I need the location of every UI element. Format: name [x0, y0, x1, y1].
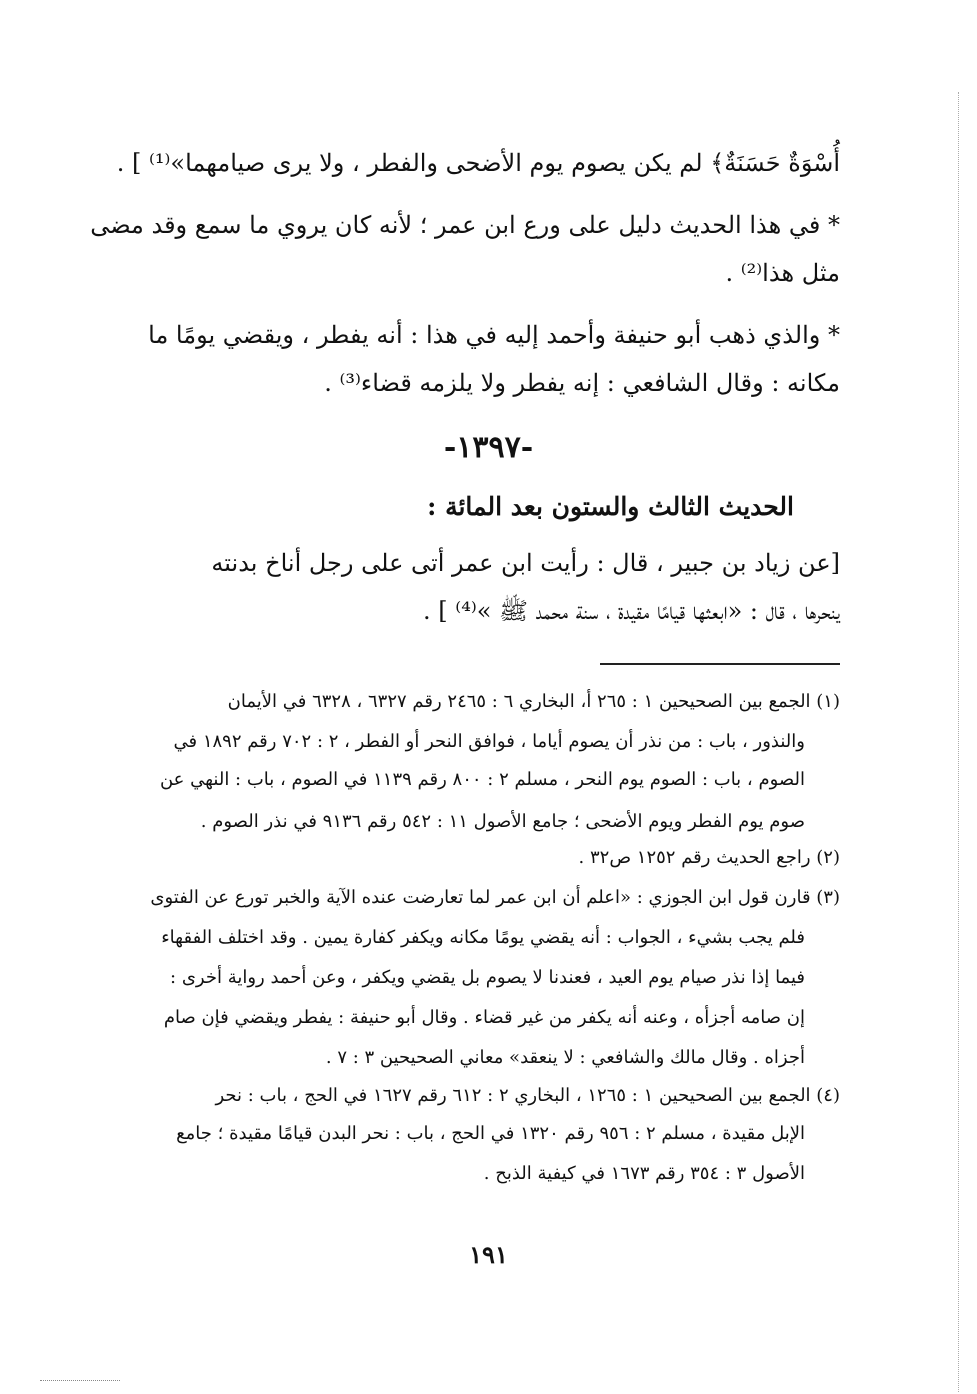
footnote-line: الإبل مقيدة ، مسلم ٢ : ٩٥٦ رقم ١٣٢٠ في الحج ، باب : نحر البدن قيامًا مقيدة ؛ جامع	[176, 1123, 805, 1144]
main-line-3: مثل هذا⁽²⁾ .	[725, 259, 840, 287]
footnote-line: الأصول ٣ : ٣٥٤ رقم ١٦٧٣ في كيفية الذبح .	[483, 1163, 805, 1184]
footnote-line: صوم يوم الفطر ويوم الأضحى ؛ جامع الأصول ١١ : ٥٤٢ رقم ٩١٣٦ في نذر الصوم .	[200, 811, 805, 832]
footnote-line: (٢) راجع الحديث رقم ١٢٥٢ ص٣٢ .	[578, 847, 840, 868]
footnote-separator	[600, 663, 840, 665]
main-line-2: * في هذا الحديث دليل على ورع ابن عمر ؛ لأنه كان يروي ما سمع وقد مضى	[90, 211, 840, 239]
footnote-line: (٣) قارن قول ابن الجوزي : «اعلم أن ابن عمر لما تعارضت عنده الآية والخبر تورع عن الفتوى	[150, 887, 840, 908]
footnote-line: إن صامه أجزأه ، وعنه أنه يكفر من غير قضاء . وقال أبو حنيفة : يفطر ويقضي فإن صام	[163, 1007, 805, 1028]
hadith-line-2: ينحرها ، قال : «ابعثها قيامًا مقيدة ، سنة محمد ﷺ »⁽⁴⁾ ] .	[423, 597, 840, 625]
scan-edge-line	[958, 92, 959, 1392]
footnote-line: أجزاه . وقال مالك والشافعي : لا ينعقد» معاني الصحيحين ٣ : ٧ .	[325, 1047, 805, 1068]
footnote-line: الصوم ، باب : الصوم يوم النحر ، مسلم ٢ : ٨٠٠ رقم ١١٣٩ في الصوم ، باب : النهي عن	[159, 769, 805, 790]
page-number: ١٩١	[469, 1240, 508, 1269]
main-line-4: * والذي ذهب أبو حنيفة وأحمد إليه في هذا : أنه يفطر ، ويقضي يومًا ما	[148, 321, 840, 349]
footnote-line: والنذور ، باب : من نذر أن يصوم أياما ، فوافق النحر أو الفطر ، ٢ : ٧٠٢ رقم ١٨٩٢ في	[173, 731, 805, 752]
footnote-line: (٤) الجمع بين الصحيحين ١ : ١٢٦٥ ، البخاري ٢ : ٦١٢ رقم ١٦٢٧ في الحج ، باب : نحر	[215, 1085, 840, 1106]
footnote-line: فلم يجب بشيء ، الجواب : أنه يقضي يومًا مكانه ويكفر كفارة يمين . وقد اختلف الفقهاء	[161, 927, 805, 948]
hadith-number: -١٣٩٧-	[443, 430, 534, 465]
scan-artifact	[40, 1380, 120, 1381]
footnote-line: (١) الجمع بين الصحيحين ١ : ٢٦٥ أ، البخاري ٦ : ٢٤٦٥ رقم ٦٣٢٧ ، ٦٣٢٨ في الأيمان	[227, 691, 840, 712]
hadith-line-1: [عن زياد بن جبير ، قال : رأيت ابن عمر أتى على رجل أناخ بدنته	[211, 549, 840, 577]
section-heading: الحديث الثالث والستون بعد المائة :	[427, 492, 794, 521]
main-line-1: أُسْوَةٌ حَسَنَةٌ﴾ لم يكن يصوم يوم الأضحى والفطر ، ولا يرى صيامهما»⁽¹⁾ ] .	[116, 149, 840, 177]
footnote-line: فيما إذا نذر صيام يوم العيد ، فعندنا لا يصوم بل يقضي ويكفر ، وعن أحمد رواية أخرى :	[170, 967, 805, 988]
main-line-5: مكانه : وقال الشافعي : إنه يفطر ولا يلزمه قضاء⁽³⁾ .	[324, 369, 840, 397]
